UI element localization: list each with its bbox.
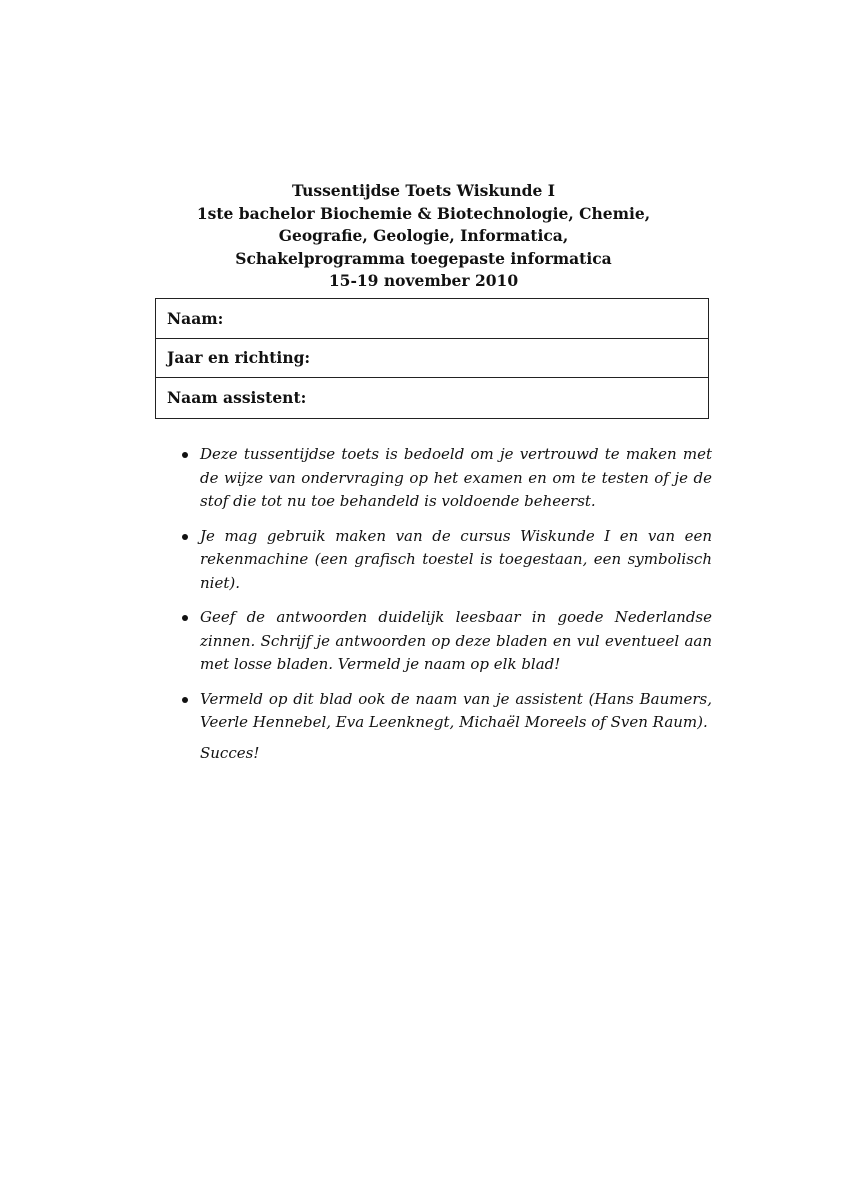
bullet-icon <box>182 615 188 621</box>
bullet-icon <box>182 452 188 458</box>
instruction-item <box>180 525 712 596</box>
instruction-text: Je mag gebruik maken van de cursus Wiskunde I en van een rekenmachine (een grafisch toestel is toegestaan, een symbolisch niet). <box>200 526 712 592</box>
closing-text: Succes! <box>200 744 260 762</box>
exam-date: 15-19 november 2010 <box>328 271 519 290</box>
name-field[interactable] <box>156 299 708 339</box>
assistant-name-field[interactable] <box>156 378 708 418</box>
exam-programs-line-3: Schakelprogramma toegepaste informatica <box>235 248 612 268</box>
instruction-item <box>180 606 712 677</box>
assistant-name-field-label: Naam assistent: <box>167 388 307 408</box>
year-program-field[interactable] <box>156 339 708 379</box>
exam-title: Tussentijdse Toets Wiskunde I <box>291 181 556 200</box>
exam-programs-line-2: Geografie, Geologie, Informatica, <box>278 226 569 245</box>
name-field-label: Naam: <box>167 308 224 328</box>
instruction-item <box>180 688 712 735</box>
instruction-item <box>180 443 712 514</box>
year-program-field-label: Jaar en richting: <box>167 348 311 368</box>
bullet-icon <box>182 697 188 703</box>
student-info-box <box>155 298 709 419</box>
instruction-text: Vermeld op dit blad ook de naam van je assistent (Hans Baumers, Veerle Hennebel, Eva Leenknegt, Michaël Moreels of Sven Raum). <box>200 689 712 731</box>
instructions-list <box>180 443 712 746</box>
instruction-text: Deze tussentijdse toets is bedoeld om je vertrouwd te maken met de wijze van ondervraging op het examen en om te testen of je de stof die tot nu toe behandeld is voldoende beheerst. <box>200 445 712 510</box>
exam-programs-line-1: 1ste bachelor Biochemie & Biotechnologie, Chemie, <box>196 203 651 223</box>
bullet-icon <box>182 534 188 540</box>
instruction-text: Geef de antwoorden duidelijk leesbaar in goede Nederlandse zinnen. Schrijf je antwoorden op deze bladen en vul eventueel aan met losse bladen. Vermeld je naam op elk blad! <box>200 608 712 673</box>
exam-header <box>0 180 847 293</box>
